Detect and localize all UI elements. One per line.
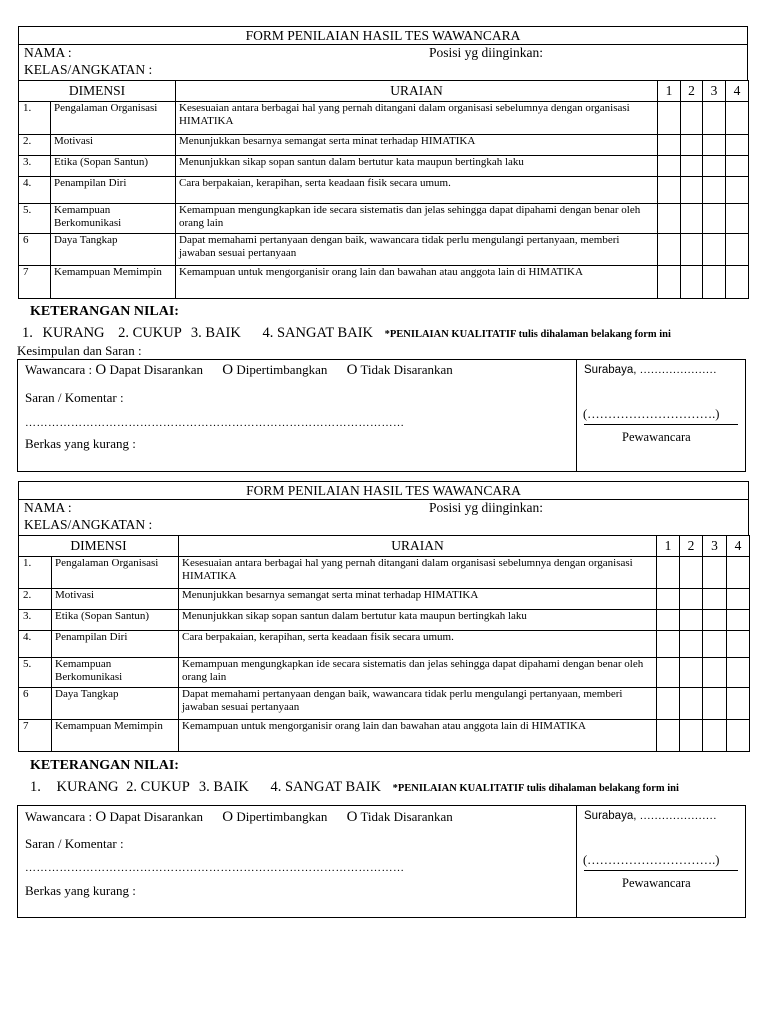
score-cell-2[interactable] [680,610,703,631]
table-row [19,135,749,156]
score-cell-2[interactable] [681,135,703,156]
row-uraian: Menunjukkan besarnya semangat serta minat terhadap HIMATIKA [176,135,658,156]
header-score-4: 4 [726,81,749,102]
table-row [19,266,749,299]
score-cell-4[interactable] [727,557,750,589]
row-uraian: Menunjukkan sikap sopan santun dalam bertutur kata maupun bertingkah laku [179,610,657,631]
qualitative-note: *PENILAIAN KUALITATIF tulis dihalaman belakang form ini [384,329,671,340]
saran-label: Saran / Komentar : [25,836,124,851]
score-cell-3[interactable] [703,557,727,589]
row-number: 6 [19,688,52,720]
score-cell-3[interactable] [703,631,727,658]
row-dimensi: Kemampuan Berkomunikasi [51,204,176,234]
surabaya-date-dots[interactable]: ………………… [639,810,717,822]
pewawancara-label: Pewawancara [622,430,691,444]
score-cell-4[interactable] [727,610,750,631]
score-cell-1[interactable] [657,720,680,752]
score-cell-1[interactable] [658,102,681,135]
score-cell-1[interactable] [657,658,680,688]
kesimpulan-label: Kesimpulan dan Saran : [17,343,142,358]
score-cell-2[interactable] [681,234,703,266]
score-cell-3[interactable] [703,135,726,156]
surabaya-label: Surabaya, [584,810,637,822]
nilai-1-label: KURANG [56,779,119,795]
nilai-3: 3. BAIK [198,779,249,795]
option-dapat-disarankan: Dapat Disarankan [109,362,204,377]
surabaya-line [584,362,717,377]
nilai-4: 4. SANGAT BAIK [270,779,381,795]
table-header-row [19,536,750,557]
score-cell-1[interactable] [658,177,681,204]
row-dimensi: Pengalaman Organisasi [52,557,179,589]
score-cell-1[interactable] [658,204,681,234]
form-title: FORM PENILAIAN HASIL TES WAWANCARA [19,482,748,500]
qualitative-note: *PENILAIAN KUALITATIF tulis dihalaman belakang form ini [392,783,679,794]
posisi-label: Posisi yg diinginkan: [429,45,544,60]
keterangan-title: KETERANGAN NILAI: [30,304,179,319]
score-cell-4[interactable] [726,156,749,177]
row-number: 7 [19,266,51,299]
nilai-2: 2. CUKUP [118,325,182,341]
pewawancara-label: Pewawancara [622,876,691,890]
score-cell-3[interactable] [703,266,726,299]
score-cell-1[interactable] [657,688,680,720]
wawancara-options [25,362,453,379]
header-score-3: 3 [703,81,726,102]
row-number: 4. [19,631,52,658]
kelas-label: KELAS/ANGKATAN : [24,62,153,77]
circle-option-icon[interactable]: O [222,362,234,378]
score-cell-1[interactable] [658,135,681,156]
score-cell-1[interactable] [657,610,680,631]
row-number: 7 [19,720,52,752]
score-cell-3[interactable] [703,102,726,135]
score-cell-4[interactable] [726,102,749,135]
table-row [19,688,750,720]
signature-blank[interactable]: (………………………….) [583,853,720,867]
berkas-label: Berkas yang kurang : [25,436,136,451]
score-cell-1[interactable] [657,557,680,589]
row-uraian: Kemampuan mengungkapkan ide secara sistematis dan jelas sehingga dapat dipahami dengan benar oleh orang lain [179,658,657,688]
row-number: 6 [19,234,51,266]
row-dimensi: Motivasi [51,135,176,156]
wawancara-options [25,809,453,826]
nilai-legend [22,325,671,342]
table-row [19,658,750,688]
saran-label: Saran / Komentar : [25,390,124,405]
score-cell-1[interactable] [658,234,681,266]
row-number: 1. [19,102,51,135]
row-number: 5. [19,204,51,234]
row-dimensi: Etika (Sopan Santun) [52,610,179,631]
header-score-2: 2 [681,81,703,102]
row-number: 2. [19,135,51,156]
table-header-row [19,81,749,102]
row-uraian: Dapat memahami pertanyaan dengan baik, wawancara tidak perlu mengulangi pertanyaan, memberi jawaban sesuai pertanyaan [176,234,658,266]
wawancara-label: Wawancara : [25,362,93,377]
signature-blank[interactable]: (………………………….) [583,407,720,421]
row-dimensi: Daya Tangkap [51,234,176,266]
row-uraian: Dapat memahami pertanyaan dengan baik, wawancara tidak perlu mengulangi pertanyaan, memberi jawaban sesuai pertanyaan [179,688,657,720]
form-1-header-box [18,26,748,81]
table-row [19,156,749,177]
header-score-2: 2 [680,536,703,557]
nama-label: NAMA : [24,500,72,515]
score-cell-2[interactable] [680,589,703,610]
row-dimensi: Etika (Sopan Santun) [51,156,176,177]
score-cell-3[interactable] [703,658,727,688]
table-row [19,589,750,610]
score-cell-1[interactable] [657,631,680,658]
header-score-1: 1 [657,536,680,557]
nilai-2: 2. CUKUP [126,779,190,795]
header-dimensi: DIMENSI [19,81,176,102]
kelas-label: KELAS/ANGKATAN : [24,517,153,532]
header-score-1: 1 [658,81,681,102]
option-tidak-disarankan: Tidak Disarankan [360,362,453,377]
circle-option-icon[interactable]: O [95,809,107,825]
table-row [19,610,750,631]
nilai-4: 4. SANGAT BAIK [262,325,373,341]
table-row [19,557,750,589]
row-uraian: Cara berpakaian, kerapihan, serta keadaan fisik secara umum. [179,631,657,658]
score-cell-2[interactable] [680,557,703,589]
berkas-label: Berkas yang kurang : [25,883,136,898]
row-dimensi: Pengalaman Organisasi [51,102,176,135]
circle-option-icon[interactable]: O [346,362,358,378]
row-uraian: Kesesuaian antara berbagai hal yang pernah ditangani dalam organisasi sebelumnya dengan organisasi HIMATIKA [176,102,658,135]
header-score-3: 3 [703,536,727,557]
score-cell-4[interactable] [727,658,750,688]
score-cell-2[interactable] [681,102,703,135]
score-cell-3[interactable] [703,688,727,720]
score-cell-3[interactable] [703,589,727,610]
header-uraian: URAIAN [179,536,657,557]
header-score-4: 4 [727,536,750,557]
header-dimensi: DIMENSI [19,536,179,557]
score-cell-2[interactable] [681,266,703,299]
nilai-1-num: 1. [22,325,33,341]
score-cell-3[interactable] [703,177,726,204]
circle-option-icon[interactable]: O [346,809,358,825]
score-cell-4[interactable] [727,688,750,720]
nama-label: NAMA : [24,45,72,60]
table-row [19,102,749,135]
score-cell-1[interactable] [658,266,681,299]
form-2-header-box [18,481,749,536]
score-cell-3[interactable] [703,234,726,266]
surabaya-line [584,808,717,823]
score-cell-3[interactable] [703,610,727,631]
row-uraian: Menunjukkan sikap sopan santun dalam bertutur kata maupun bertingkah laku [176,156,658,177]
row-uraian: Kemampuan untuk mengorganisir orang lain dan bawahan atau anggota lain di HIMATIKA [176,266,658,299]
score-cell-2[interactable] [680,720,703,752]
table-row [19,631,750,658]
row-dimensi: Kemampuan Memimpin [52,720,179,752]
assessment-table-1 [18,80,749,299]
circle-option-icon[interactable]: O [222,809,234,825]
saran-dotted-line[interactable]: ……………………………………………………………………………………… [25,417,405,429]
score-cell-4[interactable] [726,135,749,156]
nilai-legend [30,779,679,796]
row-uraian: Cara berpakaian, kerapihan, serta keadaan fisik secara umum. [176,177,658,204]
score-cell-3[interactable] [703,156,726,177]
surabaya-label: Surabaya, [584,364,637,376]
row-uraian: Kemampuan mengungkapkan ide secara sistematis dan jelas sehingga dapat dipahami dengan benar oleh orang lain [176,204,658,234]
header-uraian: URAIAN [176,81,658,102]
score-cell-2[interactable] [681,156,703,177]
score-cell-2[interactable] [680,631,703,658]
score-cell-1[interactable] [658,156,681,177]
assessment-table-2 [18,535,750,752]
score-cell-4[interactable] [727,589,750,610]
score-cell-2[interactable] [680,688,703,720]
table-row [19,177,749,204]
row-number: 4. [19,177,51,204]
row-dimensi: Motivasi [52,589,179,610]
surabaya-date-dots[interactable]: ………………… [639,364,717,376]
score-cell-2[interactable] [681,204,703,234]
saran-dotted-line[interactable]: ……………………………………………………………………………………… [25,862,405,874]
row-number: 3. [19,610,52,631]
signature-line [584,870,738,871]
row-dimensi: Penampilan Diri [51,177,176,204]
circle-option-icon[interactable]: O [95,362,107,378]
row-dimensi: Kemampuan Berkomunikasi [52,658,179,688]
table-row [19,720,750,752]
row-dimensi: Penampilan Diri [52,631,179,658]
score-cell-2[interactable] [680,658,703,688]
row-number: 1. [19,557,52,589]
row-uraian: Kemampuan untuk mengorganisir orang lain dan bawahan atau anggota lain di HIMATIKA [179,720,657,752]
row-number: 2. [19,589,52,610]
row-number: 3. [19,156,51,177]
signature-line [584,424,738,425]
table-row [19,204,749,234]
wawancara-label: Wawancara : [25,809,93,824]
score-cell-3[interactable] [703,204,726,234]
row-dimensi: Daya Tangkap [52,688,179,720]
score-cell-4[interactable] [726,204,749,234]
nilai-1-label: KURANG [42,325,105,341]
form-title: FORM PENILAIAN HASIL TES WAWANCARA [19,27,747,45]
score-cell-2[interactable] [681,177,703,204]
score-cell-4[interactable] [726,177,749,204]
score-cell-4[interactable] [726,266,749,299]
nilai-3: 3. BAIK [190,325,241,341]
row-number: 5. [19,658,52,688]
score-cell-4[interactable] [726,234,749,266]
posisi-label: Posisi yg diinginkan: [429,500,544,515]
option-dipertimbangkan: Dipertimbangkan [236,362,328,377]
score-cell-4[interactable] [727,631,750,658]
row-dimensi: Kemampuan Memimpin [51,266,176,299]
nilai-1-num: 1. [30,779,41,795]
score-cell-4[interactable] [727,720,750,752]
option-tidak-disarankan: Tidak Disarankan [360,809,453,824]
option-dipertimbangkan: Dipertimbangkan [236,809,328,824]
score-cell-3[interactable] [703,720,727,752]
option-dapat-disarankan: Dapat Disarankan [109,809,204,824]
score-cell-1[interactable] [657,589,680,610]
row-uraian: Menunjukkan besarnya semangat serta minat terhadap HIMATIKA [179,589,657,610]
keterangan-title: KETERANGAN NILAI: [30,758,179,773]
table-row [19,234,749,266]
row-uraian: Kesesuaian antara berbagai hal yang pernah ditangani dalam organisasi sebelumnya dengan organisasi HIMATIKA [179,557,657,589]
